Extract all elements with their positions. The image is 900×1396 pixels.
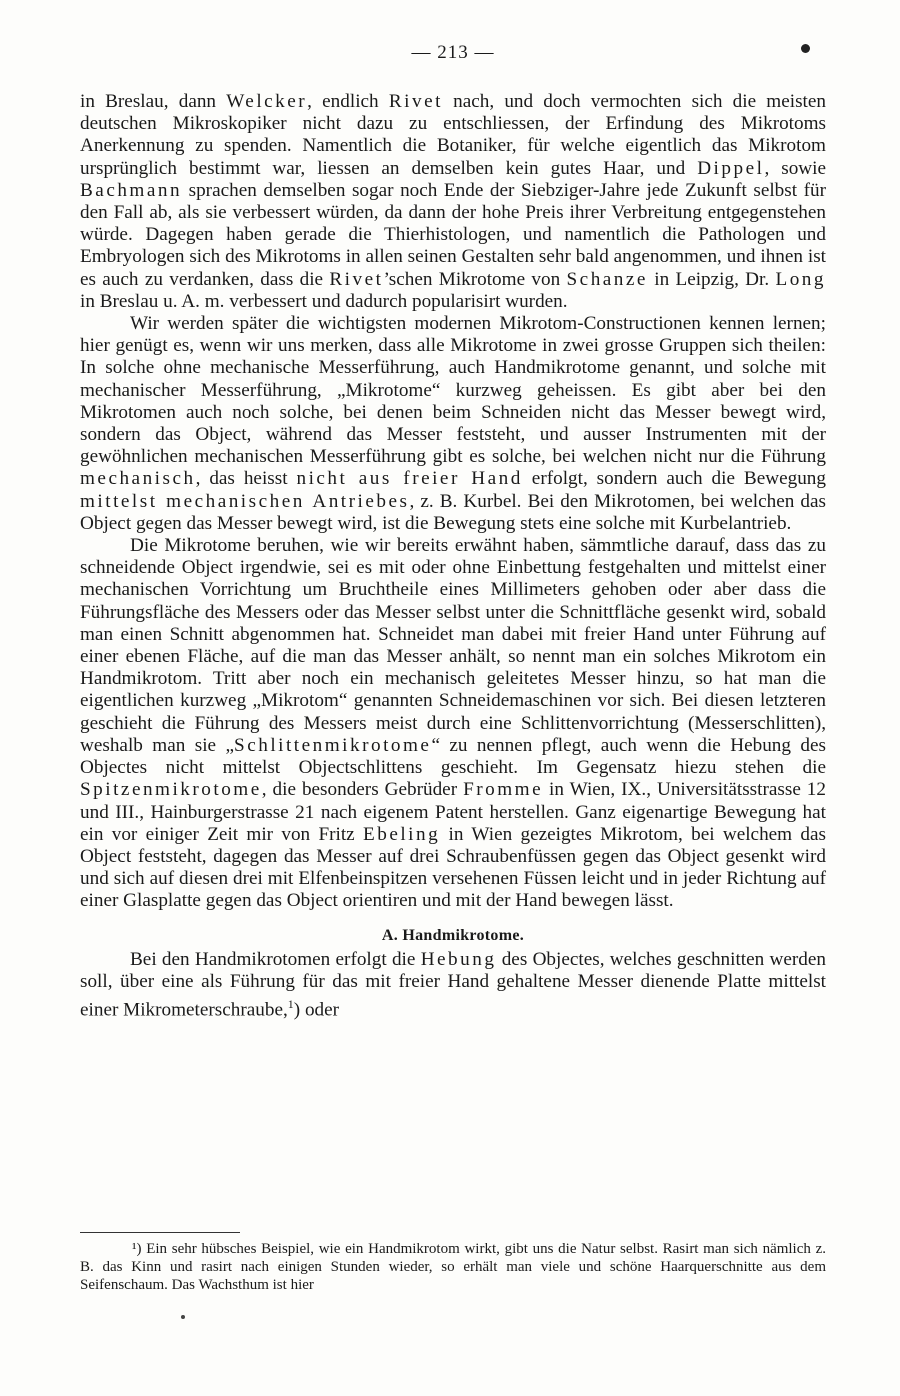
emphasis: nicht aus freier Hand	[296, 468, 523, 490]
emphasis: Welcker	[226, 91, 308, 112]
emphasis: Dippel	[697, 157, 765, 179]
footnote-text: Ein sehr hübsches Beispiel, wie ein Handmikrotom wirkt, gibt uns die Natur selbst. Rasirt man sich nämlich z. B. das Kinn und rasirt nach einigen Stunden wieder, so erhält man viele und schöne Haarquerschnitte aus dem Seifenschaum. Das Wachsthum ist hier	[80, 1241, 826, 1293]
footnote	[80, 1240, 826, 1294]
emphasis: Spitzenmikrotome	[80, 779, 262, 801]
ink-speck	[181, 1315, 185, 1319]
paragraph-3: Die Mikrotome beruhen, wie wir bereits erwähnt haben, sämmtliche darauf, dass das zu schneidende Object irgendwie, sei es mit oder ohne Einbettung festgehalten und mittelst einer mechanischen Vorrichtung um Bruchtheile eines Millimeters gehoben oder aber dass die Führungsfläche des Messers oder das Messer selbst unter die Schnittfläche gesenkt wird, sobald man einen Schnitt abgenommen hat. Schneidet man dabei mit freier Hand unter Führung auf einer ebenen Fläche, auf die man das Messer anhält, so nennt man ein solches Mikrotom ein Handmikrotom. Tritt aber noch ein mechanisch geleitetes Messer hinzu, so hat man die eigentlichen kurzweg „Mikrotom“ genannten Schneidemaschinen vor sich. Bei diesen letzteren geschieht die Führung des Messers meist durch eine Schlittenvorrichtung (Messerschlitten), weshalb man sie „Schlittenmikrotome“ zu nennen pflegt, auch wenn die Hebung des Objectes nicht mittelst Objectschlittens geschieht. Im Gegensatz hiezu stehen die Spitzenmikrotome, die besonders Gebrüder Fromme in Wien, IX., Universitätsstrasse 12 und III., Hainburgerstrasse 21 nach eigenem Patent herstellen. Ganz eigenartige Bewegung hat ein vor einiger Zeit mir von Fritz Ebeling in Wien gezeigtes Mikrotom, bei welchem das Object feststeht, dagegen das Messer auf drei Schraubenfüssen gegen das Object gesenkt wird und sich auf diesen drei mit Elfenbeinspitzen versehenen Füssen leicht und in jeder Richtung auf einer Glasplatte gegen das Object orientiren und mit der Hand bewegen lässt.	[80, 535, 826, 912]
page-number: — 213 —	[411, 42, 495, 63]
section-heading: A. Handmikrotome.	[381, 926, 525, 944]
body-text	[80, 91, 826, 1022]
footnote-ref: 1	[287, 997, 294, 1012]
emphasis: Bachmann	[80, 179, 183, 201]
paragraph-1: in Breslau, dann Welcker, endlich Rivet nach, und doch vermochten sich die meisten deutschen Mikroskopiker nicht dazu zu entschliessen, der Erfindung des Mikrotoms Anerkennung zu spenden. Namentlich die Botaniker, für welche eigentlich das Mikrotom ursprünglich bestimmt war, liessen an demselben kein gutes Haar, und Dippel, sowie Bachmann sprachen demselben sogar noch Ende der Siebziger-Jahre jede Zukunft selbst für den Fall ab, als sie verbessert würden, da dann der hohe Preis ihrer Verbreitung entgegenstehen würde. Dagegen haben gerade die Thierhistologen, und namentlich die Pathologen und Embryologen sich des Mikrotoms in allen seinen Gestalten sehr bald angenommen, und ihnen ist es auch zu verdanken, dass die Rivet’schen Mikrotome von Schanze in Leipzig, Dr. Long in Breslau u. A. m. verbessert und dadurch popularisirt wurden.	[80, 91, 826, 312]
ink-dot	[801, 44, 810, 53]
emphasis: mittelst mechanischen Antriebes	[80, 490, 410, 512]
emphasis: Rivet	[388, 91, 443, 112]
emphasis: mechanisch	[80, 468, 196, 490]
emphasis: Schlittenmikrotome	[234, 734, 432, 756]
emphasis: Hebung	[420, 948, 497, 970]
emphasis: Fromme	[463, 779, 544, 801]
emphasis: Rivet	[329, 268, 384, 290]
footnote-divider	[80, 1232, 240, 1233]
footnote-mark: ¹)	[132, 1241, 142, 1257]
paragraph-4: Bei den Handmikrotomen erfolgt die Hebung des Objectes, welches geschnitten werden soll, über eine als Führung für das mit freier Hand gehaltene Messer dienende Platte mittelst einer Mikrometerschraube,$^1$) oder	[80, 948, 826, 1021]
emphasis: Ebeling	[363, 823, 441, 845]
emphasis: Long	[775, 268, 826, 290]
paragraph-2: Wir werden später die wichtigsten modernen Mikrotom-Constructionen kennen lernen; hier genügt es, wenn wir uns merken, dass alle Mikrotome in zwei grosse Gruppen sich theilen: In solche ohne mechanische Messerführung, auch Handmikrotome genannt, und solche mit mechanischer Messerführung, „Mikrotome“ kurzweg geheissen. Es gibt aber bei den Mikrotomen auch noch solche, bei denen beim Schneiden nicht das Messer bewegt wird, sondern das Object, während das Messer feststeht, und ausser Instrumenten mit der gewöhnlichen mechanischen Messerführung gibt es solche, bei welchen nicht nur die Führung mechanisch, das heisst nicht aus freier Hand erfolgt, sondern auch die Bewegung mittelst mechanischen Antriebes, z. B. Kurbel. Bei den Mikrotomen, bei welchen das Object gegen das Messer bewegt wird, ist die Bewegung stets eine solche mit Kurbelantrieb.	[80, 313, 826, 534]
emphasis: Schanze	[566, 268, 648, 290]
